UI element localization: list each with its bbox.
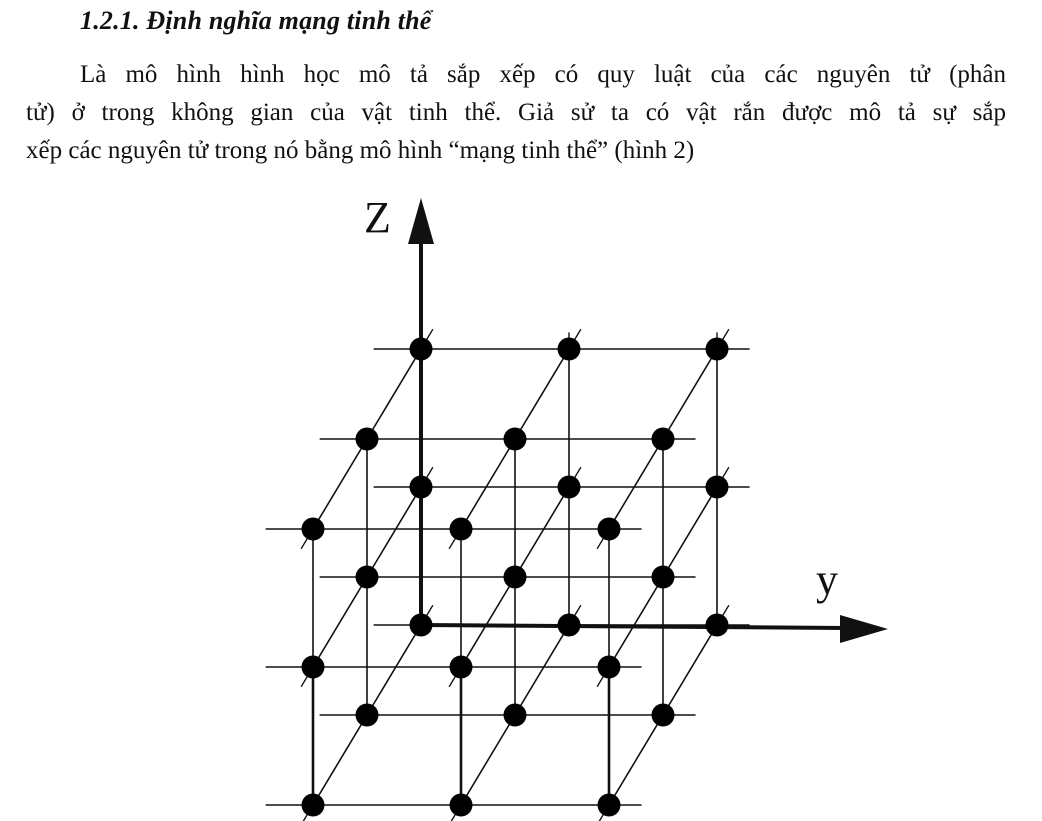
y-axis-arrowhead	[840, 615, 888, 643]
lattice-atom	[558, 338, 581, 361]
y-axis-label: y	[816, 555, 838, 604]
lattice-bond-x	[515, 487, 569, 577]
lattice-atom	[302, 656, 325, 679]
lattice-atoms	[302, 338, 729, 817]
lattice-bond-x	[609, 715, 663, 805]
lattice-bond-x	[461, 715, 515, 805]
lattice-bond-x	[663, 625, 717, 715]
lattice-atom	[652, 704, 675, 727]
lattice-bond-x	[663, 349, 717, 439]
paragraph-line-2: tử) ở trong không gian của vật tinh thể. Giả sử ta có vật rắn được mô tả sự sắp	[26, 99, 1006, 126]
lattice-atom	[558, 614, 581, 637]
lattice-bond-x	[367, 487, 421, 577]
lattice-atom	[598, 656, 621, 679]
lattice-atom	[706, 338, 729, 361]
lattice-atom	[356, 428, 379, 451]
lattice-atom	[598, 518, 621, 541]
lattice-bond-x	[461, 439, 515, 529]
lattice-bond-x	[515, 349, 569, 439]
section-heading: 1.2.1. Định nghĩa mạng tinh thể	[80, 6, 432, 35]
lattice-bond-x	[461, 577, 515, 667]
lattice-atom	[410, 338, 433, 361]
lattice-bond-x	[609, 577, 663, 667]
z-axis-label: Z	[364, 193, 391, 242]
lattice-atom	[598, 794, 621, 817]
lattice-bond-x	[367, 349, 421, 439]
lattice-bond-x	[515, 625, 569, 715]
lattice-atom	[356, 566, 379, 589]
lattice-bond-x	[367, 625, 421, 715]
lattice-atom	[706, 476, 729, 499]
lattice-atom	[410, 476, 433, 499]
paragraph-line-3: xếp các nguyên tử trong nó bằng mô hình “mạng tinh thể” (hình 2)	[26, 137, 695, 164]
paragraph-line-1: Là mô hình hình học mô tả sắp xếp có quy luật của các nguyên tử (phân	[80, 61, 1006, 88]
lattice-atom	[302, 794, 325, 817]
lattice-bond-x	[663, 487, 717, 577]
z-axis-arrowhead	[408, 198, 434, 244]
lattice-atom	[504, 428, 527, 451]
lattice-atom	[706, 614, 729, 637]
lattice-atom	[302, 518, 325, 541]
lattice-atom	[652, 566, 675, 589]
lattice-bond-x	[313, 439, 367, 529]
lattice-atom	[504, 704, 527, 727]
lattice-atom	[558, 476, 581, 499]
lattice-bond-x	[313, 577, 367, 667]
lattice-atom	[450, 518, 473, 541]
lattice-atom	[504, 566, 527, 589]
lattice-atom	[356, 704, 379, 727]
lattice-atom	[652, 428, 675, 451]
lattice-bond-x	[313, 715, 367, 805]
lattice-bond-x	[609, 439, 663, 529]
lattice-atom	[450, 656, 473, 679]
lattice-atom	[410, 614, 433, 637]
lattice-atom	[450, 794, 473, 817]
